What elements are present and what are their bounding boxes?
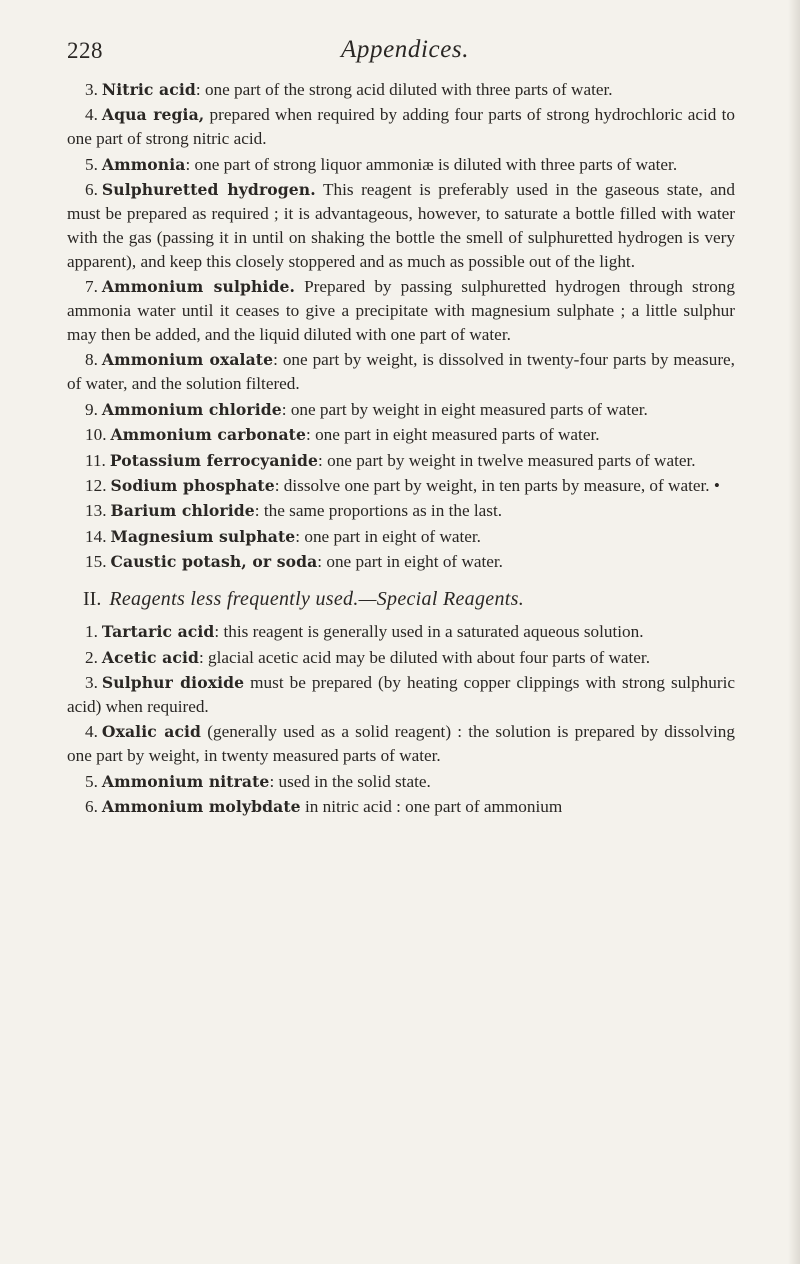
reagent-description: : one part by weight, is dissolved in twenty-four parts by measure, of water, and the solution filtered. — [67, 350, 735, 394]
reagent-entry — [67, 398, 735, 422]
reagent-name: Ammonium molybdate — [101, 796, 301, 816]
entry-number: 9. — [85, 399, 98, 419]
reagent-entry — [67, 103, 735, 151]
reagent-entry — [67, 525, 735, 549]
reagent-name: Aqua regia, — [101, 105, 205, 125]
reagent-entry — [67, 671, 735, 719]
reagent-entry — [67, 449, 735, 473]
entry-number: 6. — [85, 796, 98, 816]
reagent-description: prepared when required by adding four parts of strong hydrochloric acid to one part of strong nitric acid. — [67, 105, 735, 149]
reagent-name: Ammonium chloride — [101, 399, 282, 419]
reagent-entry — [67, 474, 735, 498]
reagent-name: Oxalic acid — [101, 722, 202, 742]
section-heading — [67, 584, 735, 614]
entry-number: 5. — [85, 771, 98, 791]
reagent-entry — [67, 499, 735, 523]
reagent-description: Prepared by passing sulphuretted hydrogen through strong ammonia water until it ceases to give a precipitate with magnesium sulphate ; a little sulphur may then be added, and the liquid diluted with one part of water. — [67, 277, 735, 345]
reagent-entry — [67, 770, 735, 794]
entry-number: 13. — [85, 501, 107, 521]
reagent-description: : the same proportions as in the last. — [254, 501, 503, 521]
reagent-entry — [67, 423, 735, 447]
reagent-name: Sulphuretted hydrogen. — [101, 180, 316, 200]
reagent-entry — [67, 550, 735, 574]
reagent-entry — [67, 620, 735, 644]
entry-number: 15. — [85, 552, 107, 572]
entry-number: 11. — [85, 450, 106, 470]
reagent-description: in nitric acid : one part of ammonium — [300, 796, 563, 816]
entry-number: 6. — [85, 180, 98, 200]
reagent-description: : one part in eight of water. — [295, 526, 481, 546]
reagent-name: Caustic potash, or soda — [110, 552, 318, 572]
reagent-name: Acetic acid — [101, 647, 199, 667]
entry-number: 12. — [85, 476, 107, 495]
reagent-name: Ammonium oxalate — [101, 350, 274, 370]
reagent-name: Tartaric acid — [101, 622, 215, 642]
reagent-entry — [67, 720, 735, 768]
reagent-description: : one part of strong liquor ammoniæ is diluted with three parts of water. — [185, 154, 678, 174]
reagent-description: : one part in eight measured parts of water. — [306, 425, 600, 445]
reagent-description: must be prepared (by heating copper clippings with strong sulphuric acid) when required. — [67, 672, 735, 716]
reagent-description: : glacial acetic acid may be diluted with about four parts of water. — [198, 647, 650, 667]
section-numeral: II. — [83, 588, 102, 611]
entry-number: 3. — [85, 672, 98, 692]
reagent-name: Sulphur dioxide — [101, 672, 245, 692]
page-content — [67, 28, 735, 820]
reagent-description: : one part of the strong acid diluted with three parts of water. — [195, 80, 613, 99]
entry-number: 1. — [85, 622, 98, 642]
reagent-entry — [67, 78, 735, 102]
page-edge-shadow — [788, 0, 800, 1264]
entry-number: 7. — [85, 277, 98, 297]
reagent-entry — [67, 153, 735, 177]
running-title: Appendices. — [341, 36, 470, 63]
reagent-entry — [67, 275, 735, 347]
section-title: Reagents less frequently used.—Special Reagents. — [109, 588, 525, 611]
reagent-name: Barium chloride — [110, 501, 255, 521]
reagent-name: Ammonium nitrate — [101, 771, 270, 791]
reagent-name: Potassium ferrocyanide — [109, 450, 319, 470]
entry-number: 14. — [85, 526, 107, 546]
reagent-description: : one part in eight of water. — [317, 552, 503, 572]
entry-number: 10. — [85, 425, 107, 445]
reagent-name: Ammonium carbonate — [110, 425, 306, 445]
reagent-entry — [67, 646, 735, 670]
reagent-description: : used in the solid state. — [269, 771, 431, 791]
page-number: 228 — [67, 38, 103, 63]
reagent-name: Ammonia — [101, 154, 186, 174]
reagent-entry — [67, 795, 735, 819]
entry-number: 4. — [85, 105, 98, 125]
reagent-description: : dissolve one part by weight, in ten parts by measure, of water. • — [274, 476, 720, 495]
reagent-list-special — [67, 620, 735, 819]
reagent-entry — [67, 348, 735, 396]
reagent-name: Ammonium sulphide. — [101, 277, 295, 297]
reagent-name: Magnesium sulphate — [110, 526, 296, 546]
reagent-description: : one part by weight in eight measured parts of water. — [281, 399, 648, 419]
reagent-list-common — [67, 78, 735, 574]
entry-number: 2. — [85, 647, 98, 667]
reagent-entry — [67, 178, 735, 274]
reagent-name: Sodium phosphate — [110, 476, 275, 495]
reagent-name: Nitric acid — [101, 80, 196, 99]
reagent-description: (generally used as a solid reagent) : the solution is prepared by dissolving one part by weight, in twenty measured parts of water. — [67, 722, 735, 766]
entry-number: 5. — [85, 154, 98, 174]
entry-number: 8. — [85, 350, 98, 370]
reagent-description: : one part by weight in twelve measured parts of water. — [318, 450, 696, 470]
reagent-description: This reagent is preferably used in the gaseous state, and must be prepared as required ; it is advantageous, however, to saturate a bottle filled with water with the gas (passing it in until on shaking the bottle the smell of sulphuretted hydrogen is very apparent), and keep this closely stoppered and as much as possible out of the light. — [67, 180, 735, 271]
entry-number: 3. — [85, 80, 98, 99]
entry-number: 4. — [85, 722, 98, 742]
reagent-description: : this reagent is generally used in a saturated aqueous solution. — [214, 622, 644, 642]
page-header — [67, 28, 735, 78]
